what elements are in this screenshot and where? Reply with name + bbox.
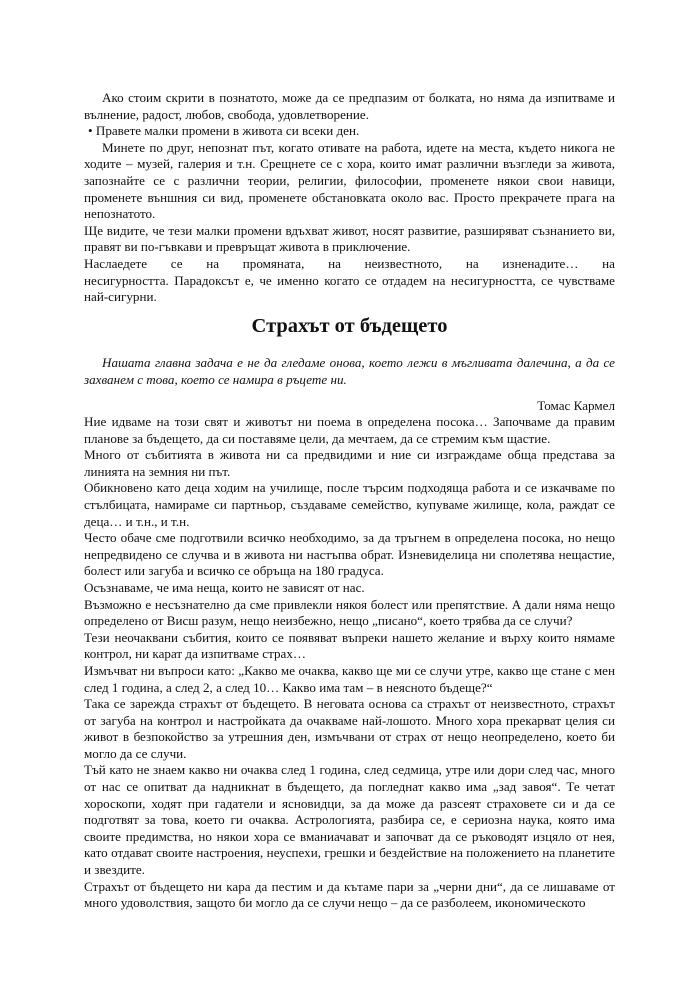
paragraph: Възможно е несъзнателно да сме привлекли някоя болест или препятствие. А дали няма нещо определено от Висш разум, нещо неизбежно, нещо „писано“, което трябва да се случи? <box>84 596 615 629</box>
paragraph: Ако стоим скрити в познатото, може да се предпазим от болката, но няма да изпитваме и вълнение, радост, любов, свобода, удовлетворение. <box>84 90 615 122</box>
paragraph: Така се зарежда страхът от бъдещето. В неговата основа са страхът от неизвестното, страхът от загуба на контрол и настройката да очакваме най-лошото. Много хора прекарват целия си живот в безпокойство за утрешния ден, измъчвани от страх от нещо неопределено, което би могло да се случи. <box>84 696 615 761</box>
section-title: Страхът от бъдещето <box>251 315 448 337</box>
paragraph: Минете по друг, непознат път, когато отивате на работа, идете на места, където никога не ходите – музей, галерия и т.н. Срещнете се с хора, които имат различни възгледи за живота, запознайте се с различни теории, религии, философии, променете някои свои навици, променете външния си вид, променете обстановката около вас. Просто прекрачете прага на непознатото. <box>84 139 615 222</box>
bullet-item: • Правете малки промени в живота си всеки ден. <box>88 123 360 139</box>
paragraph: Много от събитията в живота ни са предвидими и ние си изграждаме обща представа за линията на земния ни път. <box>84 447 615 479</box>
paragraph: Осъзнаваме, че има неща, които не зависят от нас. <box>84 579 365 595</box>
paragraph: несигурността. Парадоксът е, че именно когато се отдадем на несигурността, се чувстваме най-сигурни. <box>84 272 615 305</box>
section-body-text <box>84 414 615 912</box>
epigraph-quote: Нашата главна задача е не да гледаме онова, което лежи в мъгливата далечина, а да се захванем с това, което се намира в ръцете ни. <box>84 355 615 387</box>
paragraph: Тези неочаквани събития, които се появяват въпреки нашето желание и върху които нямаме контрол, ни карат да изпитваме страх… <box>84 629 615 662</box>
paragraph: Ние идваме на този свят и животът ни поема в определена посока… Започваме да правим планове за бъдещето, да си поставяме цели, да мечтаем, да се стремим към щастие. <box>84 414 615 446</box>
paragraph: Измъчват ни въпроси като: „Какво ме очаква, какво ще ми се случи утре, какво ще стане с мен след 1 година, а след 2, а след 10… Какво има там – в неясното бъдеще?“ <box>84 662 615 695</box>
paragraph: Ще видите, че тези малки промени вдъхват живот, носят развитие, разширяват съзнанието ви, правят ви по-гъвкави и превръщат живота в приключение. <box>84 222 615 255</box>
paragraph: Често обаче сме подготвили всичко необходимо, за да тръгнем в определена посока, но нещо непредвидено се случва и в живота ни настъпва обрат. Изневиделица ни сполетява нещастие, болест или загуба и всичко се обръща на 180 градуса. <box>84 530 615 579</box>
paragraph-line: Наслаедете се на промяната, на неизвестното, на изненадите… на <box>84 255 615 271</box>
section-intro-text <box>84 90 615 306</box>
epigraph-author: Томас Кармел <box>537 398 615 413</box>
paragraph: Обикновено като деца ходим на училище, после търсим подходяща работа и се изкачваме по стълбицата, намираме си партньор, създаваме семейство, купуваме жилище, кола, раждат се деца… и т.н., и т.н. <box>84 480 615 529</box>
paragraph: Тъй като не знаем какво ни очаква след 1 година, след седмица, утре или дори след час, много от нас се опитват да надникнат в бъдещето, да погледнат какво има „зад завоя“. Те четат хороскопи, ходят при гадатели и ясновидци, за да може да разсеят страховете си и да се подготвят за това, което ги очаква. Астрологията, разбира се, е сериозна наука, която има своите предимства, но някои хора се вманиачават и започват да се ръководят изцяло от нея, като отдават своите настроения, неуспехи, грешки и бездействие на положението на планетите и звездите. <box>84 762 615 878</box>
paragraph: Страхът от бъдещето ни кара да пестим и да кътаме пари за „черни дни“, да се лишаваме от много удоволствия, защото би могло да се случи нещо – да се разболеем, икономическото <box>84 878 615 911</box>
